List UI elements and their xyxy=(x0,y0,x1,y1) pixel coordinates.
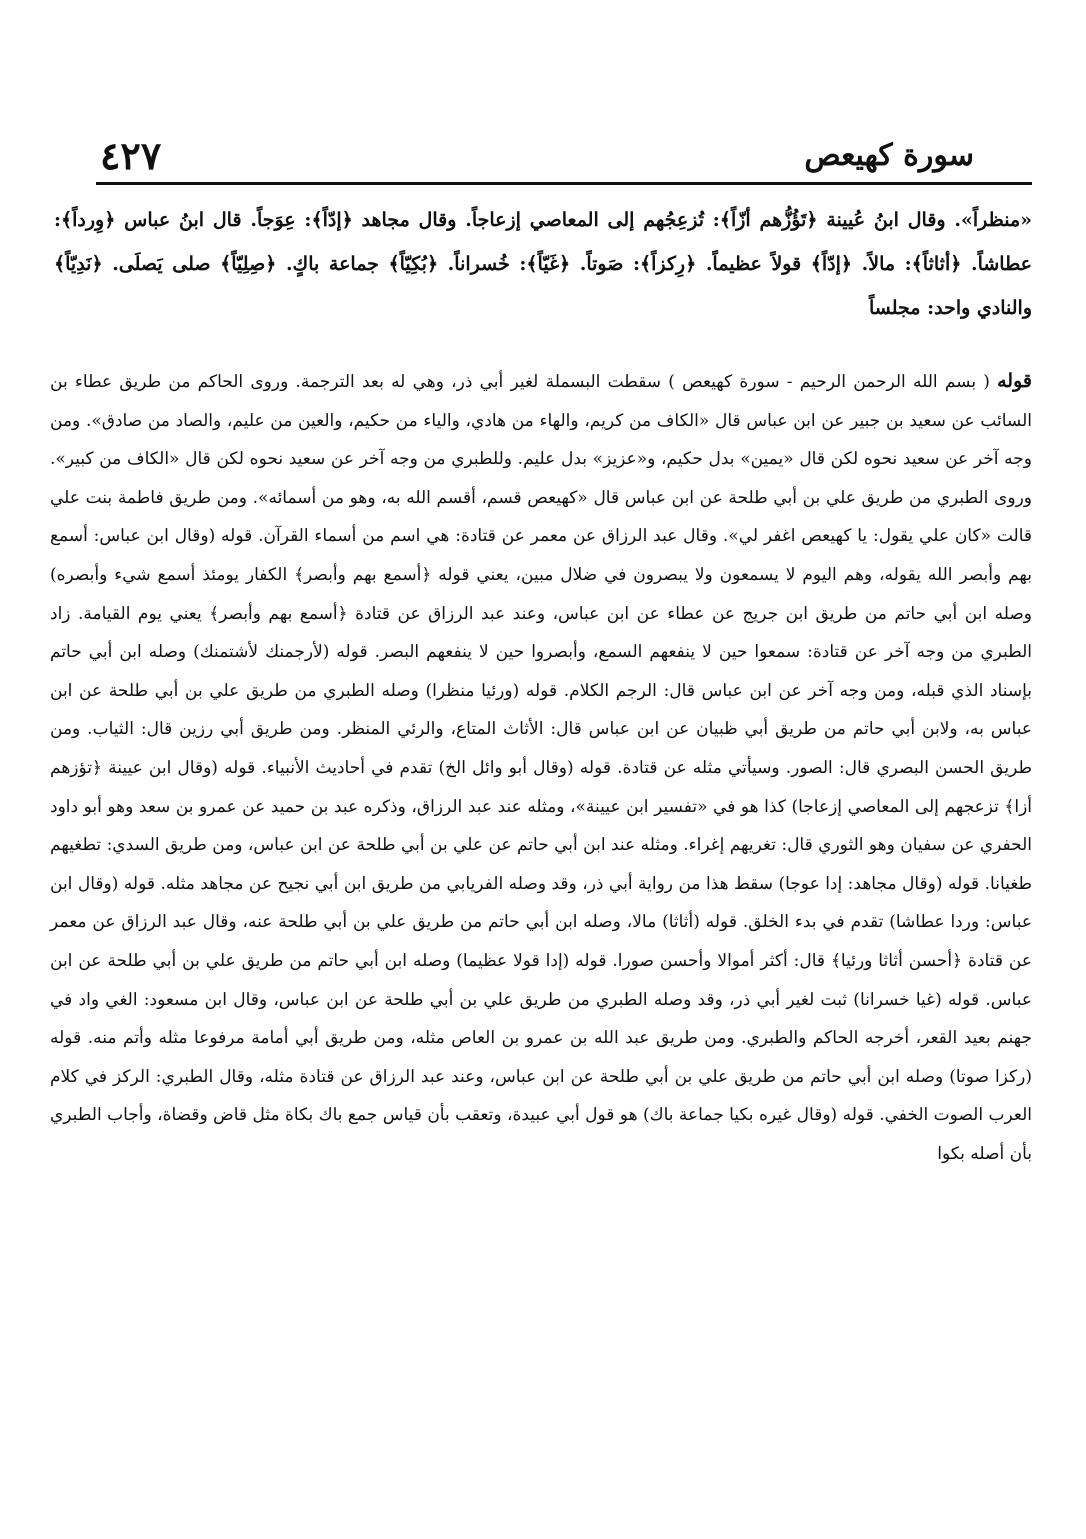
commentary-block xyxy=(50,362,1032,1173)
main-text-block: «منظراً». وقال ابنُ عُيينة ﴿تَؤُزُّهم أزّاً﴾: تُزعِجُهم إلى المعاصي إزعاجاً. وقال مجاهد ﴿إدّاً﴾: عِوَجاً. قال ابنُ عباس ﴿وِرداً﴾: عطاشاً. ﴿أثاثاً﴾: مالاً. ﴿إدّاً﴾ قولاً عظيماً. ﴿رِكزاً﴾: صَوتاً. ﴿غَيّاً﴾: خُسراناً. ﴿بُكِيّاً﴾ جماعة باكٍ. ﴿صِلِيّاً﴾ صلى يَصلَى. ﴿نَدِيّاً﴾ والنادي واحد: مجلساً xyxy=(54,209,1032,319)
header-divider xyxy=(96,182,1032,185)
page-number: ٤٢٧ xyxy=(100,133,162,178)
surah-title: سورة كهيعص xyxy=(804,138,974,173)
commentary-keyword: قوله xyxy=(997,370,1032,392)
commentary-text: ( بسم الله الرحمن الرحيم - سورة كهيعص ) سقطت البسملة لغير أبي ذر، وهي له بعد الترجمة. وروى الحاكم من طريق عطاء بن السائب عن سعيد بن جبير عن ابن عباس قال «الكاف من كريم، والهاء من هادي، والياء من حكيم، والعين من عليم، والصاد من صادق». ومن وجه آخر عن سعيد نحوه لكن قال «يمين» بدل حكيم، و«عزيز» بدل عليم. وللطبري من وجه آخر عن سعيد نحوه لكن قال «الكاف من كبير». وروى الطبري من طريق علي بن أبي طلحة عن ابن عباس قال «كهيعص قسم، أقسم الله به، وهو من أسمائه». ومن طريق فاطمة بنت علي قالت «كان علي يقول: يا كهيعص اغفر لي». وقال عبد الرزاق عن معمر عن قتادة: هي اسم من أسماء القرآن. قوله (وقال ابن عباس: أسمع بهم وأبصر الله يقوله، وهم اليوم لا يسمعون ولا يبصرون في ضلال مبين، يعني قوله ﴿أسمع بهم وأبصر﴾ الكفار يومئذ أسمع شيء وأبصره) وصله ابن أبي حاتم من طريق ابن جريج عن عطاء عن ابن عباس، وعند عبد الرزاق عن قتادة ﴿أسمع بهم وأبصر﴾ يعني يوم القيامة. زاد الطبري من وجه آخر عن قتادة: سمعوا حين لا ينفعهم السمع، وأبصروا حين لا ينفعهم البصر. قوله (لأرجمنك لأشتمنك) وصله ابن أبي حاتم بإسناد الذي قبله، ومن وجه آخر عن ابن عباس قال: الرجم الكلام. قوله (ورئيا منظرا) وصله الطبري من طريق علي بن أبي طلحة عن ابن عباس به، ولابن أبي حاتم من طريق أبي ظبيان عن ابن عباس قال: الأثاث المتاع، والرئي المنظر. ومن طريق أبي رزين قال: الثياب. ومن طريق الحسن البصري قال: الصور. وسيأتي مثله عن قتادة. قوله (وقال أبو وائل الخ) تقدم في أحاديث الأنبياء. قوله (وقال ابن عيينة ﴿تؤزهم أزا﴾ تزعجهم إلى المعاصي إزعاجا) كذا هو في «تفسير ابن عيينة»، ومثله عند عبد الرزاق، وذكره عبد بن حميد عن عمرو بن سعد وهو أبو داود الحفري عن سفيان وهو الثوري قال: تغريهم إغراء. ومثله عند ابن أبي حاتم عن علي بن أبي طلحة عن ابن عباس، ومن طريق السدي: تطغيهم طغيانا. قوله (وقال مجاهد: إدا عوجا) سقط هذا من رواية أبي ذر، وقد وصله الفريابي من طريق ابن أبي نجيح عن مجاهد مثله. قوله (وقال ابن عباس: وردا عطاشا) تقدم في بدء الخلق. قوله (أثاثا) مالا، وصله ابن أبي حاتم من طريق علي بن أبي طلحة عنه، وقال عبد الرزاق عن معمر عن قتادة ﴿أحسن أثاثا ورئيا﴾ قال: أكثر أموالا وأحسن صورا. قوله (إدا قولا عظيما) وصله ابن أبي حاتم من طريق علي بن أبي طلحة عن ابن عباس. قوله (غيا خسرانا) ثبت لغير أبي ذر، وقد وصله الطبري من طريق علي بن أبي طلحة عن ابن عباس، وقال ابن مسعود: الغي واد في جهنم بعيد القعر، أخرجه الحاكم والطبري. ومن طريق عبد الله بن عمرو بن العاص مثله، ومن طريق أبي أمامة مرفوعا مثله وأتم منه. قوله (ركزا صوتا) وصله ابن أبي حاتم من طريق علي بن أبي طلحة عن ابن عباس، وعند عبد الرزاق عن قتادة مثله، وقال الطبري: الركز في كلام العرب الصوت الخفي. قوله (وقال غيره بكيا جماعة باك) هو قول أبي عبيدة، وتعقب بأن قياس جمع باك بكاة مثل قاض وقضاة، وأجاب الطبري بأن أصله بكوا xyxy=(50,372,1032,1164)
page-header xyxy=(100,133,974,178)
commentary-paragraph xyxy=(50,362,1032,1173)
